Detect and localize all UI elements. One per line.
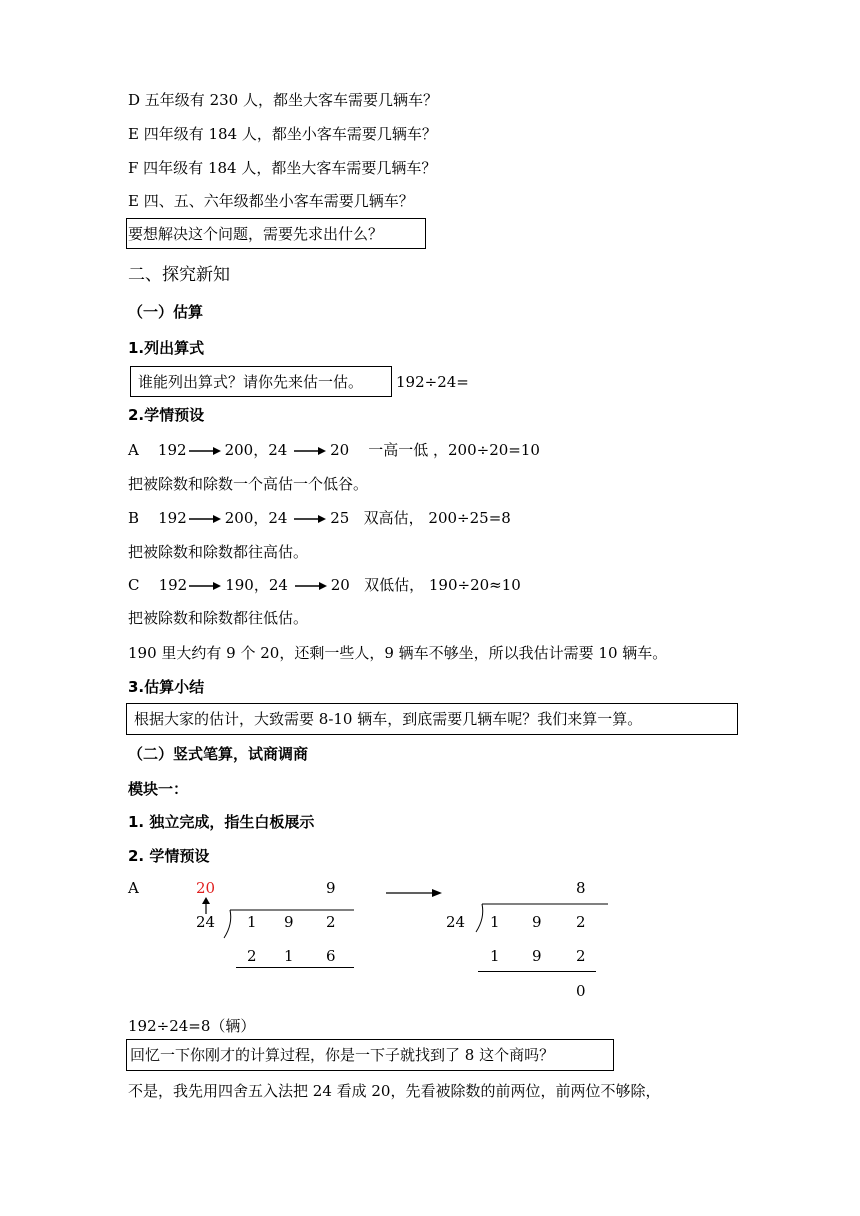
question-e: E 四年级有 184 人，都坐小客车需要几辆车？ (128, 125, 437, 143)
module-title: 模块一： (128, 780, 189, 798)
quotient: 8 (576, 879, 586, 897)
subsection-estimate: （一）估算 (128, 303, 204, 321)
expression-prompt: 谁能列出算式？请你先来估一估。 (138, 373, 364, 391)
subtraction-line (236, 967, 354, 968)
section-title: 二、探究新知 (128, 265, 230, 285)
expression: 192÷24= (396, 373, 469, 391)
item-list-expression: 1.列出算式 (128, 339, 205, 357)
transform-arrow-icon (386, 888, 442, 898)
answer-text: 不是，我先用四舍五入法把 24 看成 20，先看被除数的前两位，前两位不够除， (128, 1082, 661, 1100)
product-digit: 6 (326, 947, 336, 965)
estimate-c: C 192 190，24 20 双低估， 190÷20≈10 (128, 576, 521, 594)
subtraction-line (478, 971, 596, 972)
estimate-a: A 192 200，24 20 一高一低 ，200÷20=10 (128, 441, 540, 459)
dividend-digit: 9 (532, 913, 542, 931)
arrow-icon (294, 514, 326, 524)
arrow-icon (294, 446, 326, 456)
arrow-icon (295, 581, 327, 591)
estimate-c-note: 把被除数和除数都往低估。 (128, 609, 309, 627)
dividend-digit: 1 (490, 913, 500, 931)
estimate-conclusion: 190 里大约有 9 个 20，还剩一些人，9 辆车不够坐，所以我估计需要 10 辆车。 (128, 644, 668, 662)
estimate-a-note: 把被除数和除数一个高估一个低谷。 (128, 475, 369, 493)
recall-text: 回忆一下你刚才的计算过程，你是一下子就找到了 8 这个商吗？ (130, 1046, 555, 1064)
product-digit: 2 (576, 947, 586, 965)
estimate-b: B 192 200，24 25 双高估， 200÷25=8 (128, 509, 511, 527)
step-independent: 1. 独立完成，指生白板展示 (128, 813, 315, 831)
summary-text: 根据大家的估计，大致需要 8-10 辆车，到底需要几辆车呢？我们来算一算。 (134, 710, 643, 728)
divisor: 24 (196, 913, 216, 931)
product-digit: 9 (532, 947, 542, 965)
dividend-digit: 9 (284, 913, 294, 931)
product-digit: 1 (490, 947, 500, 965)
dividend-digit: 1 (247, 913, 257, 931)
estimate-b-note: 把被除数和除数都往高估。 (128, 543, 309, 561)
division-label: A (128, 879, 139, 897)
subsection-vertical: （二）竖式笔算，试商调商 (128, 745, 309, 763)
question-d: D 五年级有 230 人，都坐大客车需要几辆车？ (128, 91, 438, 109)
item-presets: 2.学情预设 (128, 406, 205, 424)
product-digit: 1 (284, 947, 294, 965)
question-f: F 四年级有 184 人，都坐大客车需要几辆车？ (128, 159, 437, 177)
arrow-icon (189, 514, 221, 524)
product-digit: 2 (247, 947, 257, 965)
divisor: 24 (446, 913, 466, 931)
item-summary: 3.估算小结 (128, 678, 205, 696)
arrow-icon (189, 581, 221, 591)
dividend-digit: 2 (326, 913, 336, 931)
step-presets: 2. 学情预设 (128, 847, 210, 865)
question-e-all: E 四、五、六年级都坐小客车需要几辆车？ (128, 192, 414, 210)
quotient: 9 (326, 879, 336, 897)
prompt-text: 要想解决这个问题，需要先求出什么？ (128, 225, 384, 243)
division-result: 192÷24=8（辆） (128, 1017, 256, 1035)
dividend-digit: 2 (576, 913, 586, 931)
trial-quotient: 20 (196, 879, 216, 897)
remainder: 0 (576, 982, 586, 1000)
arrow-icon (189, 446, 221, 456)
